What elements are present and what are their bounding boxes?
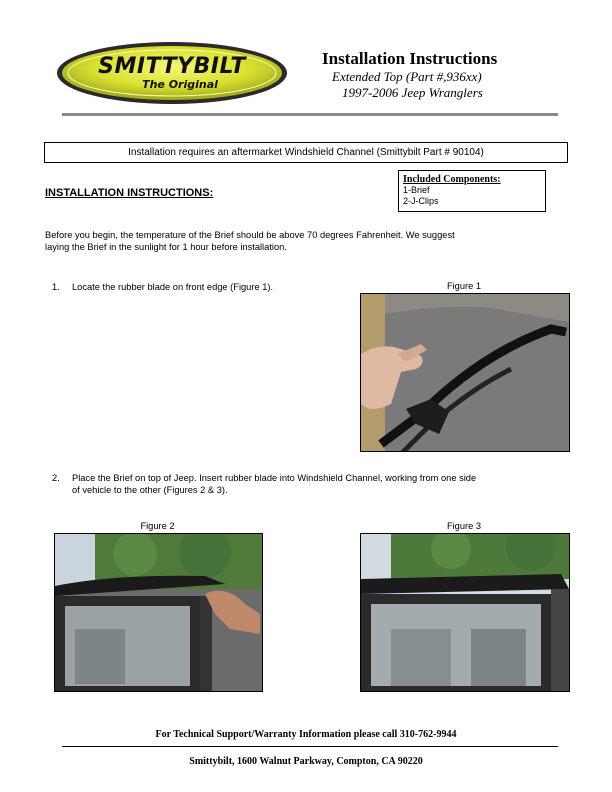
- logo-text: SMITTYBILT: [98, 54, 246, 79]
- support-line: For Technical Support/Warranty Information please call 310-762-9944: [155, 729, 457, 740]
- figure-2-caption: Figure 2: [140, 521, 175, 531]
- component-item: 1-Brief: [403, 185, 430, 195]
- included-components-box: [398, 170, 546, 212]
- figure-2-photo: [54, 533, 263, 692]
- components-heading: Included Components:: [403, 174, 501, 185]
- subtitle-vehicle: 1997-2006 Jeep Wranglers: [342, 85, 483, 100]
- smittybilt-logo: [55, 40, 289, 106]
- step-2-text-line-1: Place the Brief on top of Jeep. Insert rubber blade into Windshield Channel, working from one side: [72, 473, 477, 483]
- component-item: 2-J-Clips: [403, 196, 439, 206]
- figure-3-photo: [360, 533, 570, 692]
- intro-line-2: laying the Brief in the sunlight for 1 hour before installation.: [45, 242, 287, 252]
- page-title: Installation Instructions: [322, 49, 498, 68]
- logo-tagline: The Original: [142, 78, 218, 91]
- header-divider: [62, 113, 558, 116]
- requirement-notice: Installation requires an aftermarket Windshield Channel (Smittybilt Part # 90104): [44, 142, 568, 163]
- figure-3-caption: Figure 3: [446, 521, 482, 531]
- figure-1-photo: [360, 293, 570, 452]
- intro-line-1: Before you begin, the temperature of the Brief should be above 70 degrees Fahrenheit. We suggest: [45, 230, 455, 240]
- step-1-number: 1.: [52, 282, 60, 292]
- footer-divider: [62, 746, 558, 747]
- address-line: Smittybilt, 1600 Walnut Parkway, Compton, CA 90220: [189, 756, 423, 767]
- step-1-text: Locate the rubber blade on front edge (Figure 1).: [72, 282, 274, 292]
- figure-1-caption: Figure 1: [446, 281, 482, 291]
- subtitle-part: Extended Top (Part #,936xx): [332, 69, 482, 84]
- step-2-text-line-2: of vehicle to the other (Figures 2 & 3).: [72, 485, 228, 495]
- instructions-heading: INSTALLATION INSTRUCTIONS:: [45, 187, 214, 199]
- step-2-number: 2.: [52, 473, 60, 483]
